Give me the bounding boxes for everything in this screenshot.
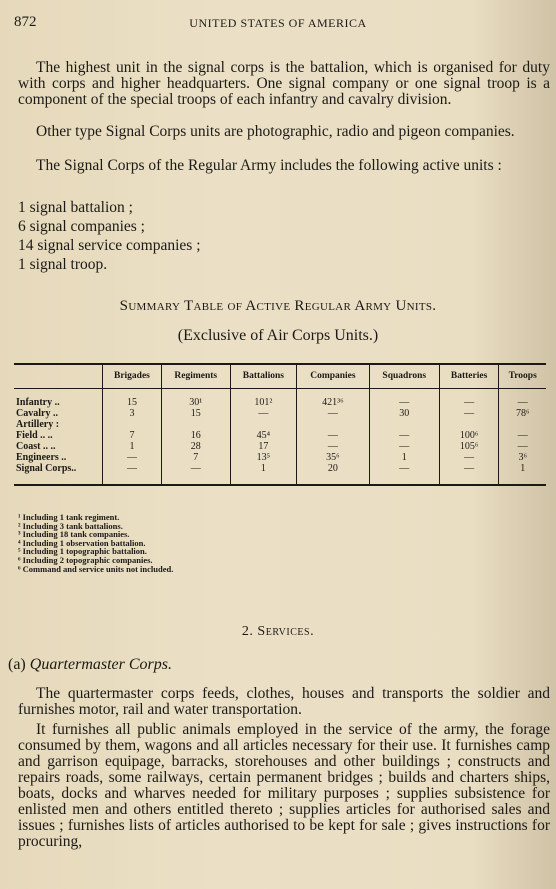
table-cell: 3⁶ bbox=[499, 452, 546, 463]
table-cell: 35⁶ bbox=[297, 452, 370, 463]
row-label: Infantry .. bbox=[16, 397, 60, 408]
table-title: Summary Table of Active Regular Army Units. bbox=[119, 298, 437, 314]
services-paragraph-2: It furnishes all public animals employed in the service of the army, the forage consumed by them, wagons and all articles necessary for their use. It furnishes camp and garrison equipage, barracks, storehouses and other buildings ; constructs and repairs roads, some railways, certain permanent bridges ; builds and charters ships, boats, docks and wharves needed for military purposes ; supplies subsistence for enlisted men and others entitled thereto ; supplies articles for authorised sales and issues ; furnishes lists of articles authorised to be kept for sale ; gives instructions for procuring, bbox=[18, 721, 550, 850]
table-cell: 15 bbox=[103, 389, 162, 409]
table-cell: 101² bbox=[230, 389, 297, 409]
column-header: Troops bbox=[499, 364, 546, 389]
table-row bbox=[14, 389, 546, 409]
table-cell: 45⁴ bbox=[230, 430, 297, 441]
table-cell: 7 bbox=[161, 452, 230, 463]
row-label: Signal Corps.. bbox=[14, 463, 103, 485]
table-row bbox=[14, 463, 546, 485]
column-header: Battalions bbox=[230, 364, 297, 389]
table-cell: 13⁵ bbox=[230, 452, 297, 463]
table-cell: — bbox=[499, 441, 546, 452]
summary-table bbox=[14, 363, 546, 486]
row-label: Cavalry .. bbox=[16, 408, 58, 419]
table-cell: — bbox=[499, 430, 546, 441]
footnote: ² Including 3 tank battalions. bbox=[18, 520, 123, 531]
table-footnotes bbox=[18, 513, 173, 573]
table-row bbox=[14, 408, 546, 419]
section-heading: 2. Services. bbox=[241, 624, 315, 639]
table-cell: 30¹ bbox=[161, 389, 230, 409]
table-subtitle: (Exclusive of Air Corps Units.) bbox=[177, 327, 379, 344]
table-cell: — bbox=[297, 430, 370, 441]
footnote: ⁶ Including 2 topographic companies. bbox=[18, 554, 153, 565]
row-label: Artillery : bbox=[16, 419, 60, 430]
column-header: Regiments bbox=[161, 364, 230, 389]
subsection-title: Quartermaster Corps. bbox=[29, 656, 172, 673]
table-cell: — bbox=[369, 389, 439, 409]
column-header: Squadrons bbox=[369, 364, 439, 389]
table-cell: 1 bbox=[103, 441, 162, 452]
table-row bbox=[14, 430, 546, 441]
table-cell: — bbox=[369, 430, 439, 441]
table-cell: — bbox=[369, 463, 439, 485]
column-header: Batteries bbox=[439, 364, 499, 389]
table-cell bbox=[230, 419, 297, 430]
row-label: Field .. .. bbox=[16, 430, 53, 441]
table-cell bbox=[297, 419, 370, 430]
table-cell: 7 bbox=[103, 430, 162, 441]
footnote: ¹ Including 1 tank regiment. bbox=[18, 512, 120, 522]
table-cell: — bbox=[439, 452, 499, 463]
table-cell: — bbox=[230, 408, 297, 419]
table-cell bbox=[439, 419, 499, 430]
table-cell: — bbox=[439, 408, 499, 419]
table-cell: 15 bbox=[161, 408, 230, 419]
footnote: ⁵ Including 1 topographic battalion. bbox=[18, 546, 147, 557]
column-header: Companies bbox=[297, 364, 370, 389]
subsection-heading bbox=[8, 656, 172, 674]
table-cell: 421³⁶ bbox=[297, 389, 370, 409]
table-cell: 1 bbox=[230, 463, 297, 485]
list-item: 6 signal companies ; bbox=[18, 218, 145, 235]
page-number: 872 bbox=[14, 14, 37, 30]
intro-paragraph-3: The Signal Corps of the Regular Army includes the following active units : bbox=[36, 157, 502, 174]
table-cell: 3 bbox=[103, 408, 162, 419]
signal-units-list bbox=[18, 198, 201, 274]
table-row bbox=[14, 452, 546, 463]
table-cell bbox=[499, 419, 546, 430]
table-cell: — bbox=[499, 389, 546, 409]
services-paragraph-1: The quartermaster corps feeds, clothes, houses and transports the soldier and furnishes motor, rail and water transportation. bbox=[18, 685, 550, 718]
list-item: 14 signal service companies ; bbox=[18, 237, 201, 254]
table-cell: 105⁶ bbox=[439, 441, 499, 452]
footnote: ⁴ Including 1 observation battalion. bbox=[18, 537, 146, 548]
row-label: Coast .. .. bbox=[16, 441, 56, 452]
table-cell: — bbox=[439, 463, 499, 485]
table-cell: 78⁶ bbox=[499, 408, 546, 419]
table-row bbox=[14, 419, 546, 430]
page-header bbox=[14, 14, 542, 34]
list-item: 1 signal troop. bbox=[18, 256, 108, 273]
table-cell: 16 bbox=[161, 430, 230, 441]
table-cell: 1 bbox=[499, 463, 546, 485]
table-cell: — bbox=[297, 441, 370, 452]
table-cell: — bbox=[297, 408, 370, 419]
table-body bbox=[14, 389, 546, 486]
table-cell: 1 bbox=[369, 452, 439, 463]
running-head: UNITED STATES OF AMERICA bbox=[189, 16, 367, 30]
table-cell bbox=[369, 419, 439, 430]
table-row bbox=[14, 441, 546, 452]
table-cell bbox=[161, 419, 230, 430]
footnote: ⁶ Command and service units not included. bbox=[18, 563, 174, 574]
column-header bbox=[14, 364, 103, 389]
table-cell: — bbox=[439, 389, 499, 409]
row-label: Engineers .. bbox=[16, 452, 67, 463]
footnote: ³ Including 18 tank companies. bbox=[18, 529, 130, 540]
list-item: 1 signal battalion ; bbox=[18, 199, 133, 216]
table-cell: 20 bbox=[297, 463, 370, 485]
table-cell: — bbox=[103, 463, 162, 485]
table-cell: — bbox=[161, 463, 230, 485]
table-header-row bbox=[14, 364, 546, 389]
column-header: Brigades bbox=[103, 364, 162, 389]
subsection-label: (a) bbox=[8, 656, 26, 673]
table-cell: 17 bbox=[230, 441, 297, 452]
intro-paragraph-1: The highest unit in the signal corps is the battalion, which is organised for duty with corps and higher headquarters. One signal company or one signal troop is a component of the special troops of each infantry and cavalry division. bbox=[18, 59, 550, 108]
table-cell: — bbox=[369, 441, 439, 452]
intro-paragraph-2: Other type Signal Corps units are photographic, radio and pigeon companies. bbox=[36, 123, 515, 140]
table-cell bbox=[103, 419, 162, 430]
table-cell: 100⁶ bbox=[439, 430, 499, 441]
table-cell: 30 bbox=[369, 408, 439, 419]
table-cell: 28 bbox=[161, 441, 230, 452]
table-cell: — bbox=[103, 452, 162, 463]
